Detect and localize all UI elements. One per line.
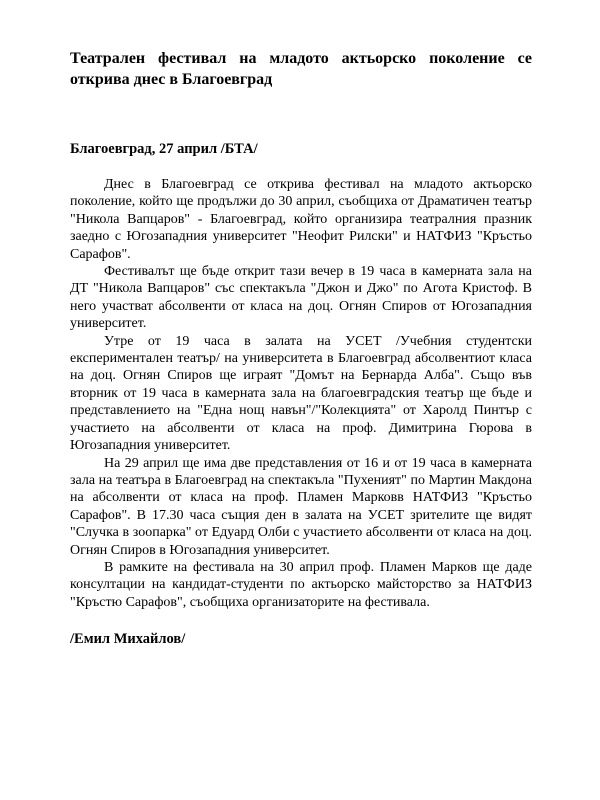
author-signature: /Емил Михайлов/ [70,631,186,648]
article-paragraph: Днес в Благоевград се открива фестивал на младото актьорско поколение, който ще продължи до 30 април, съобщиха от Драматичен театър "Никола Вапцаров" - Благоевград, който организира театралния празник заедно с Югозападния университет "Неофит Рилски" и НАТФИЗ "Кръстьо Сарафов". [70,177,532,262]
document-page [70,48,532,648]
article-paragraph: На 29 април ще има две представления от 16 и от 19 часа в камерната зала на театъра в Благоевград на спектакъла "Пухеният" по Мартин Макдона на абсолвенти от класа на проф. Пламен Марковв НАТФИЗ "Кръстьо Сарафов". В 17.30 часа същия ден в залата на УСЕТ зрителите ще видят "Случка в зоопарка" от Едуард Олби с участието абсолвенти от класа на доц. Огнян Спиров в Югозападния университет. [70,455,532,558]
article-paragraph: В рамките на фестивала на 30 април проф. Пламен Марков ще даде консултации на кандидат-студенти по актьорско майсторство за НАТФИЗ "Кръстю Сарафов", съобщиха организаторите на фестивала. [70,559,532,610]
article-body [70,176,532,611]
article-paragraph: Утре от 19 часа в залата на УСЕТ /Учебния студентски експериментален театър/ на университета в Благоевград абсолвентиот класа на доц. Огнян Спиров ще играят "Домът на Бернарда Алба". Също във вторник от 19 часа в камерната зала на благоевградския театър ще бъде и представлението на "Една нощ навън"/"Колекцията" от Харолд Пинтър с участието на абсолвенти от класа на проф. Димитрина Гюрова в Югозападния университет. [70,333,532,454]
article-paragraph: Фестивалът ще бъде открит тази вечер в 19 часа в камерната зала на ДТ "Никола Вапцаров" със спектакъла "Джон и Джо" по Агота Кристоф. В него участват абсолвенти от класа на доц. Огнян Спиров от Югозападния университет. [70,264,532,332]
article-title: Театрален фестивал на младото актьорско поколение се открива днес в Благоевград [70,50,532,88]
dateline: Благоевград, 27 април /БТА/ [70,141,258,157]
